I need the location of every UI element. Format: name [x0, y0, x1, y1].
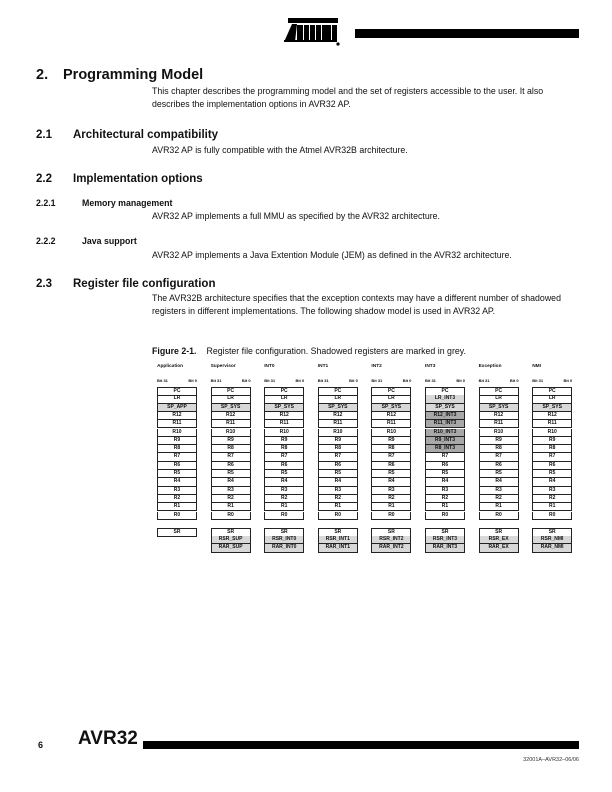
system-register-cell: SR: [479, 528, 519, 537]
bit-range-labels: [532, 378, 572, 383]
bit-range-labels: [157, 378, 197, 383]
system-register-cell: RSR_INT1: [318, 536, 358, 544]
register-cell: R4: [264, 478, 304, 486]
register-cell: R11: [371, 420, 411, 428]
register-cell: R5: [479, 470, 519, 478]
bit-31-label: Bit 31: [157, 378, 168, 383]
system-register-cell: SR: [211, 528, 251, 537]
register-cell: R7: [157, 453, 197, 461]
register-cell: R12: [157, 412, 197, 420]
register-cell: R10: [264, 429, 304, 437]
bit-0-label: Bit 0: [509, 378, 519, 383]
register-cell: R7: [371, 453, 411, 461]
register-cell: R0: [157, 512, 197, 520]
bit-31-label: Bit 31: [264, 378, 276, 383]
register-cell: R3: [211, 487, 251, 495]
register-cell: R12: [479, 412, 519, 420]
register-cell: R6: [211, 462, 251, 470]
section-title: Register file configuration: [73, 278, 216, 290]
system-register-cell: RAR_INT0: [264, 544, 304, 552]
bit-31-label: Bit 31: [210, 378, 222, 383]
system-register-cell: SR: [157, 528, 197, 537]
register-cell: LR: [371, 395, 411, 403]
register-cell: R10_INT3: [425, 429, 465, 437]
bit-0-label: Bit 0: [402, 378, 412, 383]
system-register-cell: RAR_EX: [479, 544, 519, 552]
register-cell: R11: [532, 420, 572, 428]
register-cell: R10: [211, 429, 251, 437]
register-cell: PC: [157, 387, 197, 396]
register-cell: R1: [425, 503, 465, 511]
register-cell: R12: [264, 412, 304, 420]
register-cell: R0: [479, 512, 519, 520]
section-title: Architectural compatibility: [73, 129, 219, 141]
bit-range-labels: [211, 378, 251, 383]
register-cell: R6: [425, 462, 465, 470]
register-cell: R1: [264, 503, 304, 511]
page-number: 6: [38, 740, 44, 750]
register-cell: R7: [318, 453, 358, 461]
register-cell: R0: [318, 512, 358, 520]
register-cell: R12: [211, 412, 251, 420]
register-cell: R5: [318, 470, 358, 478]
bit-31-label: Bit 31: [532, 378, 544, 383]
bit-range-labels: [371, 378, 411, 383]
register-cell: R7: [532, 453, 572, 461]
register-cell: R4: [211, 478, 251, 486]
bit-31-label: Bit 31: [317, 378, 329, 383]
register-cell: R1: [211, 503, 251, 511]
register-cell: R6: [318, 462, 358, 470]
register-cell: R9: [157, 437, 197, 445]
register-cell: R5: [157, 470, 197, 478]
section-title: Memory management: [82, 198, 173, 208]
register-cell: SP_SYS: [318, 404, 358, 412]
register-cell: R1: [532, 503, 572, 511]
system-register-cell: RAR_NMI: [532, 544, 572, 552]
column-header: Exception: [478, 364, 502, 369]
document-code: 32001A–AVR32–06/06: [523, 757, 579, 763]
register-cell: R12: [318, 412, 358, 420]
system-register-cell: RSR_INT3: [425, 536, 465, 544]
register-cell: R6: [264, 462, 304, 470]
register-cell: R9: [211, 437, 251, 445]
bit-0-label: Bit 0: [456, 378, 465, 383]
register-cell: R7: [211, 453, 251, 461]
register-cell: R2: [532, 495, 572, 503]
bit-0-label: Bit 0: [188, 378, 197, 383]
system-register-cell: RAR_INT1: [318, 544, 358, 552]
register-cell: R8: [211, 445, 251, 453]
system-register-cell: SR: [425, 528, 465, 537]
register-cell: R0: [264, 512, 304, 520]
register-cell: R2: [211, 495, 251, 503]
register-cell: R2: [371, 495, 411, 503]
register-cell: R0: [371, 512, 411, 520]
register-cell: R0: [425, 512, 465, 520]
section-number: 2.1: [36, 129, 52, 141]
bit-31-label: Bit 31: [425, 378, 436, 383]
register-cell: R12: [532, 412, 572, 420]
footer-rule: [143, 741, 579, 749]
register-cell: R3: [479, 487, 519, 495]
bit-range-labels: [264, 378, 304, 383]
register-cell: R9: [479, 437, 519, 445]
register-cell: R2: [318, 495, 358, 503]
system-register-cell: SR: [318, 528, 358, 537]
system-register-cell: RSR_INT2: [371, 536, 411, 544]
bit-0-label: Bit 0: [241, 378, 251, 383]
section-body: AVR32 AP implements a full MMU as specified by the AVR32 architecture.: [152, 211, 440, 221]
section-number: 2.2.2: [36, 236, 56, 246]
register-cell: R1: [318, 503, 358, 511]
register-cell: R0: [211, 512, 251, 520]
register-cell: SP_SYS: [425, 404, 465, 412]
register-cell: PC: [532, 387, 572, 396]
register-cell: LR: [264, 395, 304, 403]
register-cell: R11: [479, 420, 519, 428]
footer-title: AVR32: [78, 728, 138, 749]
register-cell: R4: [371, 478, 411, 486]
register-cell: LR: [532, 395, 572, 403]
register-cell: R4: [157, 478, 197, 486]
bit-31-label: Bit 31: [371, 378, 383, 383]
register-cell: R5: [211, 470, 251, 478]
register-cell: R3: [532, 487, 572, 495]
bit-range-labels: [318, 378, 358, 383]
system-register-cell: RSR_INT0: [264, 536, 304, 544]
section-body: The AVR32B architecture specifies that the exception contexts may have a different number of shadowed registers in different implementations. The following shadow model is used in AVR32 AP.: [152, 293, 561, 316]
register-cell: PC: [425, 387, 465, 396]
column-header: INT2: [371, 364, 382, 369]
register-cell: R2: [479, 495, 519, 503]
register-cell: LR_INT3: [425, 395, 465, 403]
column-header: Supervisor: [210, 364, 236, 369]
register-cell: R3: [157, 487, 197, 495]
register-cell: LR: [318, 395, 358, 403]
column-header: Application: [157, 364, 184, 369]
register-cell: PC: [264, 387, 304, 396]
register-cell: R9: [318, 437, 358, 445]
column-header: INT1: [317, 364, 329, 369]
system-register-cell: RAR_INT2: [371, 544, 411, 552]
figure-caption-text: Register file configuration. Shadowed registers are marked in grey.: [206, 346, 466, 356]
register-cell: R5: [532, 470, 572, 478]
register-cell: R11: [318, 420, 358, 428]
register-cell: R0: [532, 512, 572, 520]
section-body: AVR32 AP implements a Java Extention Module (JEM) as defined in the AVR32 architecture.: [152, 250, 512, 260]
register-cell: R2: [425, 495, 465, 503]
register-cell: R12_INT3: [425, 412, 465, 420]
register-cell: R11: [157, 420, 197, 428]
section-number: 2.2: [36, 173, 52, 185]
register-cell: R10: [479, 429, 519, 437]
register-cell: R12: [371, 412, 411, 420]
system-register-cell: RSR_SUP: [211, 536, 251, 544]
register-cell: R9: [371, 437, 411, 445]
register-cell: R4: [425, 478, 465, 486]
register-cell: R9: [532, 437, 572, 445]
column-header: INT0: [264, 364, 275, 369]
register-cell: SP_SYS: [532, 404, 572, 412]
register-cell: PC: [479, 387, 519, 396]
register-cell: R5: [425, 470, 465, 478]
register-cell: SP_APP: [157, 404, 197, 412]
register-cell: R9_INT3: [425, 437, 465, 445]
register-cell: R8: [371, 445, 411, 453]
section-title: Java support: [82, 236, 137, 246]
bit-0-label: Bit 0: [563, 378, 573, 383]
register-cell: R3: [425, 487, 465, 495]
register-cell: R3: [264, 487, 304, 495]
bit-0-label: Bit 0: [295, 378, 305, 383]
register-cell: SP_SYS: [371, 404, 411, 412]
section-number: 2.3: [36, 278, 52, 290]
register-cell: R4: [532, 478, 572, 486]
register-cell: R10: [157, 429, 197, 437]
column-header: INT3: [425, 364, 436, 369]
section-number: 2.: [36, 67, 49, 83]
register-cell: R10: [318, 429, 358, 437]
bit-31-label: Bit 31: [478, 378, 490, 383]
register-cell: R8: [157, 445, 197, 453]
register-cell: LR: [211, 395, 251, 403]
register-cell: R3: [318, 487, 358, 495]
system-register-cell: SR: [532, 528, 572, 537]
figure-label: Figure 2-1.: [152, 346, 197, 356]
register-cell: R10: [371, 429, 411, 437]
register-cell: R2: [264, 495, 304, 503]
register-cell: R2: [157, 495, 197, 503]
section-body: AVR32 AP is fully compatible with the Atmel AVR32B architecture.: [152, 145, 408, 155]
register-cell: PC: [318, 387, 358, 396]
section-title: Programming Model: [63, 67, 204, 83]
register-cell: R6: [532, 462, 572, 470]
register-cell: LR: [157, 395, 197, 403]
register-cell: R4: [318, 478, 358, 486]
column-header: NMI: [532, 364, 541, 369]
register-cell: SP_SYS: [479, 404, 519, 412]
register-cell: R5: [264, 470, 304, 478]
register-cell: R1: [479, 503, 519, 511]
bit-range-labels: [425, 378, 465, 383]
system-register-cell: SR: [264, 528, 304, 537]
register-cell: SP_SYS: [211, 404, 251, 412]
register-cell: R11: [264, 420, 304, 428]
register-cell: R8: [532, 445, 572, 453]
section-body: This chapter describes the programming model and the set of registers accessible to the user. It also describes the implementation options in AVR32 AP.: [152, 86, 544, 109]
register-cell: R3: [371, 487, 411, 495]
register-cell: PC: [371, 387, 411, 396]
section-title: Implementation options: [73, 173, 203, 185]
register-cell: R10: [532, 429, 572, 437]
section-number: 2.2.1: [36, 198, 56, 208]
register-cell: R8_INT3: [425, 445, 465, 453]
bit-range-labels: [479, 378, 519, 383]
register-cell: R7: [425, 453, 465, 461]
system-register-cell: SR: [371, 528, 411, 537]
bit-0-label: Bit 0: [349, 378, 358, 383]
register-cell: PC: [211, 387, 251, 396]
register-cell: R8: [264, 445, 304, 453]
register-cell: R5: [371, 470, 411, 478]
register-cell: LR: [479, 395, 519, 403]
register-cell: R8: [479, 445, 519, 453]
register-cell: R7: [264, 453, 304, 461]
register-cell: R9: [264, 437, 304, 445]
register-cell: R6: [157, 462, 197, 470]
register-cell: R1: [157, 503, 197, 511]
system-register-cell: RAR_SUP: [211, 544, 251, 552]
system-register-cell: RSR_NMI: [532, 536, 572, 544]
register-cell: R6: [371, 462, 411, 470]
register-cell: R11: [211, 420, 251, 428]
register-cell: R7: [479, 453, 519, 461]
register-cell: R4: [479, 478, 519, 486]
register-cell: R1: [371, 503, 411, 511]
register-cell: SP_SYS: [264, 404, 304, 412]
register-cell: R6: [479, 462, 519, 470]
system-register-cell: RAR_INT3: [425, 544, 465, 552]
register-cell: R8: [318, 445, 358, 453]
system-register-cell: RSR_EX: [479, 536, 519, 544]
register-cell: R11_INT3: [425, 420, 465, 428]
